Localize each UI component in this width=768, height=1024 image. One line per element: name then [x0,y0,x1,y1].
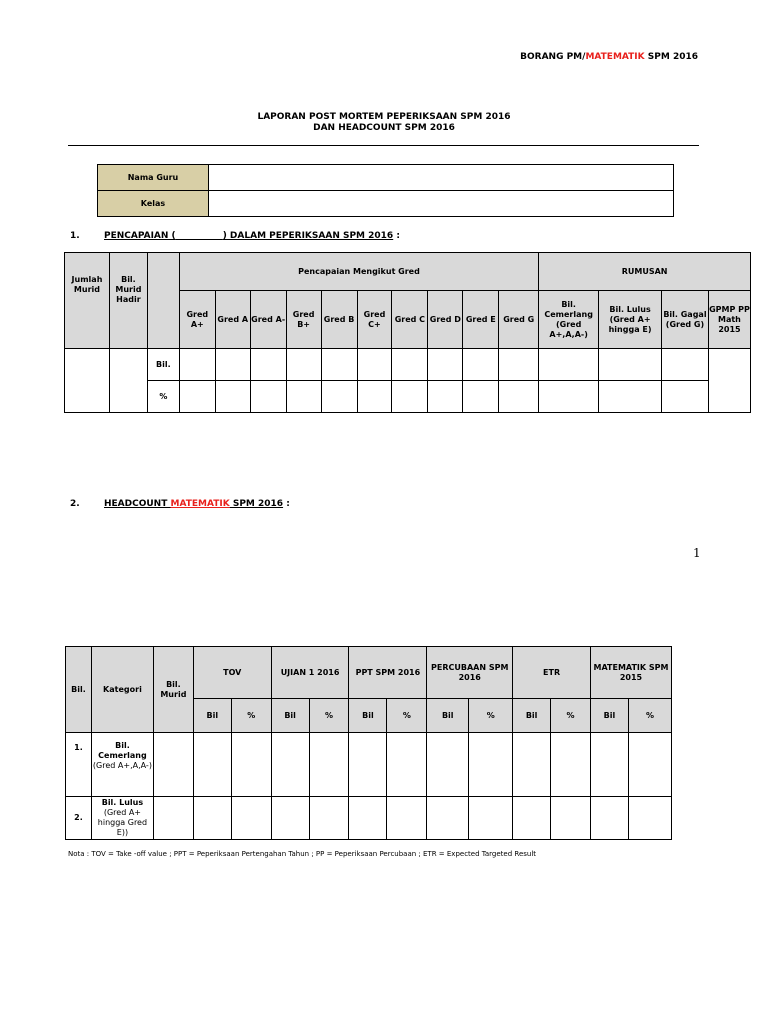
category-title: Bil. Lulus [101,798,144,807]
cell[interactable] [231,733,271,797]
summary-header: Bil. Gagal (Gred G) [662,291,709,349]
cell[interactable] [599,349,662,381]
cell[interactable] [309,733,349,797]
total-students-cell[interactable] [65,349,110,413]
col-present-students: Bil. Murid Hadir [109,253,147,349]
group-ujian1: UJIAN 1 2016 [271,647,349,699]
grade-header: Gred A- [250,291,286,349]
present-students-cell[interactable] [109,349,147,413]
cell[interactable] [469,797,513,840]
group-percubaan: PERCUBAAN SPM 2016 [427,647,513,699]
cell[interactable] [215,349,250,381]
grade-header: Gred A [215,291,250,349]
cell[interactable] [513,797,551,840]
cell[interactable] [349,797,387,840]
sub-percent: % [231,699,271,733]
grade-header: Gred E [463,291,499,349]
cell[interactable] [215,381,250,413]
cell[interactable] [551,733,591,797]
section1-heading: PENCAPAIAN ( ) DALAM PEPERIKSAAN SPM 2016 : [104,231,400,241]
cell[interactable] [463,381,499,413]
grade-header: Gred B+ [286,291,321,349]
section1-number: 1. [70,231,80,241]
row-label-percent: % [147,381,179,413]
cell[interactable] [321,349,357,381]
cell[interactable] [499,381,539,413]
col-bil: Bil. [66,647,92,733]
sub-percent: % [551,699,591,733]
cell[interactable] [662,381,709,413]
summary-header: Bil. Cemerlang (Gred A+,A,A-) [539,291,599,349]
cell[interactable] [427,733,469,797]
cell[interactable] [428,381,463,413]
cell[interactable] [513,733,551,797]
section2-heading: HEADCOUNT MATEMATIK SPM 2016 : [104,499,290,509]
cell[interactable] [392,381,428,413]
cell[interactable] [539,381,599,413]
cell[interactable] [286,381,321,413]
category-detail: (Gred A+,A,A-) [92,761,152,770]
summary-header: Bil. Lulus (Gred A+ hingga E) [599,291,662,349]
cell[interactable] [349,733,387,797]
headcount-table [65,646,672,840]
row-label-bil: Bil. [147,349,179,381]
sub-percent: % [469,699,513,733]
teacher-label: Nama Guru [98,165,209,191]
cell[interactable] [179,381,215,413]
grade-header: Gred A+ [179,291,215,349]
footnote: Nota : TOV = Take -off value ; PPT = Peperiksaan Pertengahan Tahun ; PP = Peperiksaan Percubaan ; ETR = Expected Targeted Result [68,850,537,858]
group-spm2015: MATEMATIK SPM 2015 [590,647,671,699]
row-category [91,733,153,797]
group-grade-achievement: Pencapaian Mengikut Gred [179,253,538,291]
cell[interactable] [427,797,469,840]
report-subtitle: DAN HEADCOUNT SPM 2016 [313,123,455,133]
class-field[interactable] [209,191,674,217]
cell[interactable] [599,381,662,413]
group-ppt: PPT SPM 2016 [349,647,427,699]
page-number: 1 [693,546,701,560]
col-student-count: Bil. Murid [153,647,193,733]
cell[interactable] [250,381,286,413]
gpmp-cell[interactable] [708,349,750,413]
cell[interactable] [309,797,349,840]
class-label: Kelas [98,191,209,217]
report-title: LAPORAN POST MORTEM PEPERIKSAAN SPM 2016 [257,112,511,122]
cell[interactable] [469,733,513,797]
sub-bil: Bil [271,699,309,733]
row-number: 1. [66,733,92,797]
cell[interactable] [250,349,286,381]
cell[interactable] [551,797,591,840]
col-blank [147,253,179,349]
cell[interactable] [590,797,628,840]
col-total-students: Jumlah Murid [65,253,110,349]
cell[interactable] [662,349,709,381]
row-number: 2. [66,797,92,840]
summary-header: GPMP PP Math 2015 [708,291,750,349]
sub-percent: % [309,699,349,733]
teacher-info-table [97,164,674,217]
form-code: BORANG PM/MATEMATIK SPM 2016 [520,52,698,62]
cell[interactable] [231,797,271,840]
cell[interactable] [153,797,193,840]
group-etr: ETR [513,647,591,699]
grade-header: Gred D [428,291,463,349]
title-divider [68,145,699,146]
achievement-table [64,252,751,413]
sub-percent: % [387,699,427,733]
cell[interactable] [357,349,392,381]
sub-bil: Bil [193,699,231,733]
cell[interactable] [628,797,671,840]
cell[interactable] [539,349,599,381]
teacher-field[interactable] [209,165,674,191]
cell[interactable] [179,349,215,381]
category-detail: (Gred A+ hingga Gred E)) [97,808,148,837]
sub-bil: Bil [427,699,469,733]
section2-number: 2. [70,499,80,509]
cell[interactable] [271,733,309,797]
group-summary: RUMUSAN [539,253,751,291]
cell[interactable] [428,349,463,381]
sub-bil: Bil [349,699,387,733]
sub-bil: Bil [513,699,551,733]
cell[interactable] [463,349,499,381]
cell[interactable] [193,797,231,840]
cell[interactable] [590,733,628,797]
sub-percent: % [628,699,671,733]
sub-bil: Bil [590,699,628,733]
grade-header: Gred B [321,291,357,349]
group-tov: TOV [193,647,271,699]
category-title: Bil. Cemerlang [98,741,147,760]
cell[interactable] [392,349,428,381]
row-category [91,797,153,840]
cell[interactable] [357,381,392,413]
cell[interactable] [628,733,671,797]
cell[interactable] [387,797,427,840]
cell[interactable] [499,349,539,381]
cell[interactable] [193,733,231,797]
cell[interactable] [321,381,357,413]
grade-header: Gred C [392,291,428,349]
col-category: Kategori [91,647,153,733]
grade-header: Gred G [499,291,539,349]
cell[interactable] [387,733,427,797]
cell[interactable] [153,733,193,797]
grade-header: Gred C+ [357,291,392,349]
cell[interactable] [286,349,321,381]
cell[interactable] [271,797,309,840]
